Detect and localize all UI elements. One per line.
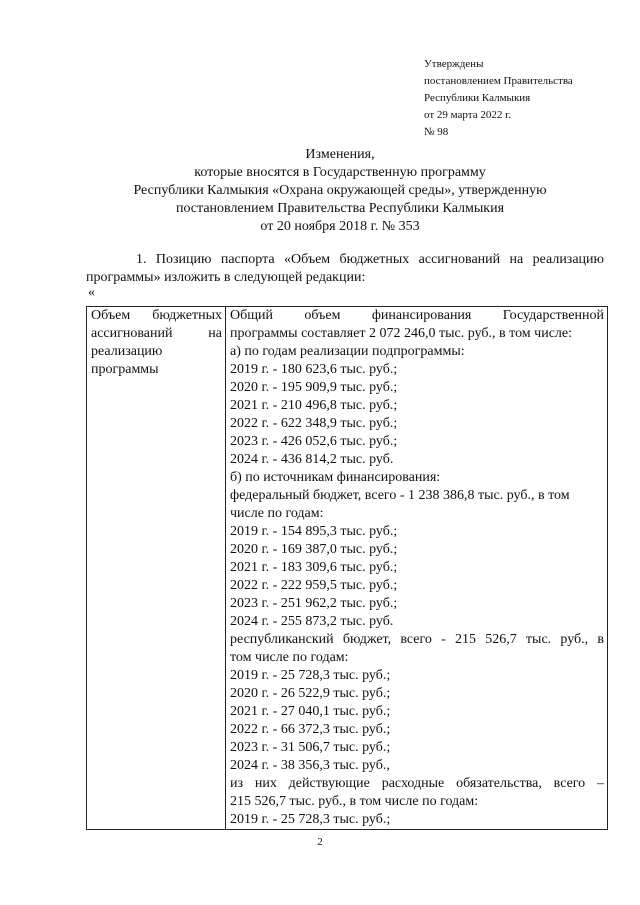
content-line: 2022 г. - 222 959,5 тыс. руб.;	[230, 578, 398, 593]
content-line: 2020 г. - 169 387,0 тыс. руб.;	[230, 542, 398, 557]
title-line: которые вносятся в Государственную программу	[194, 165, 486, 180]
approval-stamp	[424, 56, 573, 141]
table-cell-content	[226, 307, 608, 830]
content-line: 215 526,7 тыс. руб., в том числе по годам:	[230, 794, 479, 809]
content-line: 2020 г. - 26 522,9 тыс. руб.;	[230, 686, 391, 701]
approval-line: Республики Калмыкия	[424, 92, 531, 104]
budget-table	[86, 306, 608, 830]
content-line: 2021 г. - 27 040,1 тыс. руб.;	[230, 704, 391, 719]
content-line: числе по годам:	[230, 506, 324, 521]
content-line: 2021 г. - 183 309,6 тыс. руб.;	[230, 560, 398, 575]
opening-quote: «	[88, 285, 95, 300]
content-line: 2023 г. - 251 962,2 тыс. руб.;	[230, 596, 398, 611]
content-line: 2022 г. - 622 348,9 тыс. руб.;	[230, 416, 398, 431]
paragraph-line: 1. Позицию паспорта «Объем бюджетных ассигнований на реализацию	[136, 252, 604, 267]
approval-line: от 29 марта 2022 г.	[424, 109, 512, 121]
content-line: 2019 г. - 180 623,6 тыс. руб.;	[230, 362, 398, 377]
content-line: программы составляет 2 072 246,0 тыс. руб., в том числе:	[230, 326, 573, 341]
body-paragraph	[86, 251, 604, 287]
content-line: 2022 г. - 66 372,3 тыс. руб.;	[230, 722, 391, 737]
paragraph-line: программы» изложить в следующей редакции:	[86, 270, 366, 285]
content-line: 2019 г. - 154 895,3 тыс. руб.;	[230, 524, 398, 539]
document-title	[60, 146, 620, 236]
content-line: Общий объем финансирования Государственной	[230, 308, 604, 323]
title-line: постановлением Правительства Республики Калмыкия	[175, 201, 505, 216]
content-line: б) по источникам финансирования:	[230, 470, 441, 485]
heading-line: Объем бюджетных	[91, 308, 222, 323]
content-line: а) по годам реализации подпрограммы:	[230, 344, 465, 359]
content-line: 2023 г. - 426 052,6 тыс. руб.;	[230, 434, 398, 449]
content-line: 2021 г. - 210 496,8 тыс. руб.;	[230, 398, 398, 413]
approval-line: Утверждены	[424, 58, 484, 70]
content-line: 2019 г. - 25 728,3 тыс. руб.;	[230, 812, 391, 827]
approval-line: № 98	[424, 126, 449, 138]
content-line: 2023 г. - 31 506,7 тыс. руб.;	[230, 740, 391, 755]
content-line: федеральный бюджет, всего - 1 238 386,8 тыс. руб., в том	[230, 488, 570, 503]
title-line: Изменения,	[305, 147, 375, 162]
title-line: Республики Калмыкия «Охрана окружающей среды», утвержденную	[133, 183, 547, 198]
heading-line: реализацию	[91, 344, 163, 359]
approval-line: постановлением Правительства	[424, 75, 573, 87]
content-line: 2024 г. - 436 814,2 тыс. руб.	[230, 452, 394, 467]
table-row	[87, 307, 608, 830]
content-line: из них действующие расходные обязательства, всего –	[230, 776, 604, 791]
title-line: от 20 ноября 2018 г. № 353	[260, 219, 420, 234]
content-line: 2024 г. - 255 873,2 тыс. руб.	[230, 614, 394, 629]
page-number: 2	[317, 836, 323, 848]
table-cell-heading	[87, 307, 226, 830]
content-line: 2024 г. - 38 356,3 тыс. руб.,	[230, 758, 390, 773]
content-line: том числе по годам:	[230, 650, 349, 665]
heading-line: ассигнований на	[91, 326, 222, 341]
content-line: 2020 г. - 195 909,9 тыс. руб.;	[230, 380, 398, 395]
content-line: 2019 г. - 25 728,3 тыс. руб.;	[230, 668, 391, 683]
content-line: республиканский бюджет, всего - 215 526,7 тыс. руб., в	[230, 632, 604, 647]
heading-line: программы	[91, 362, 159, 377]
